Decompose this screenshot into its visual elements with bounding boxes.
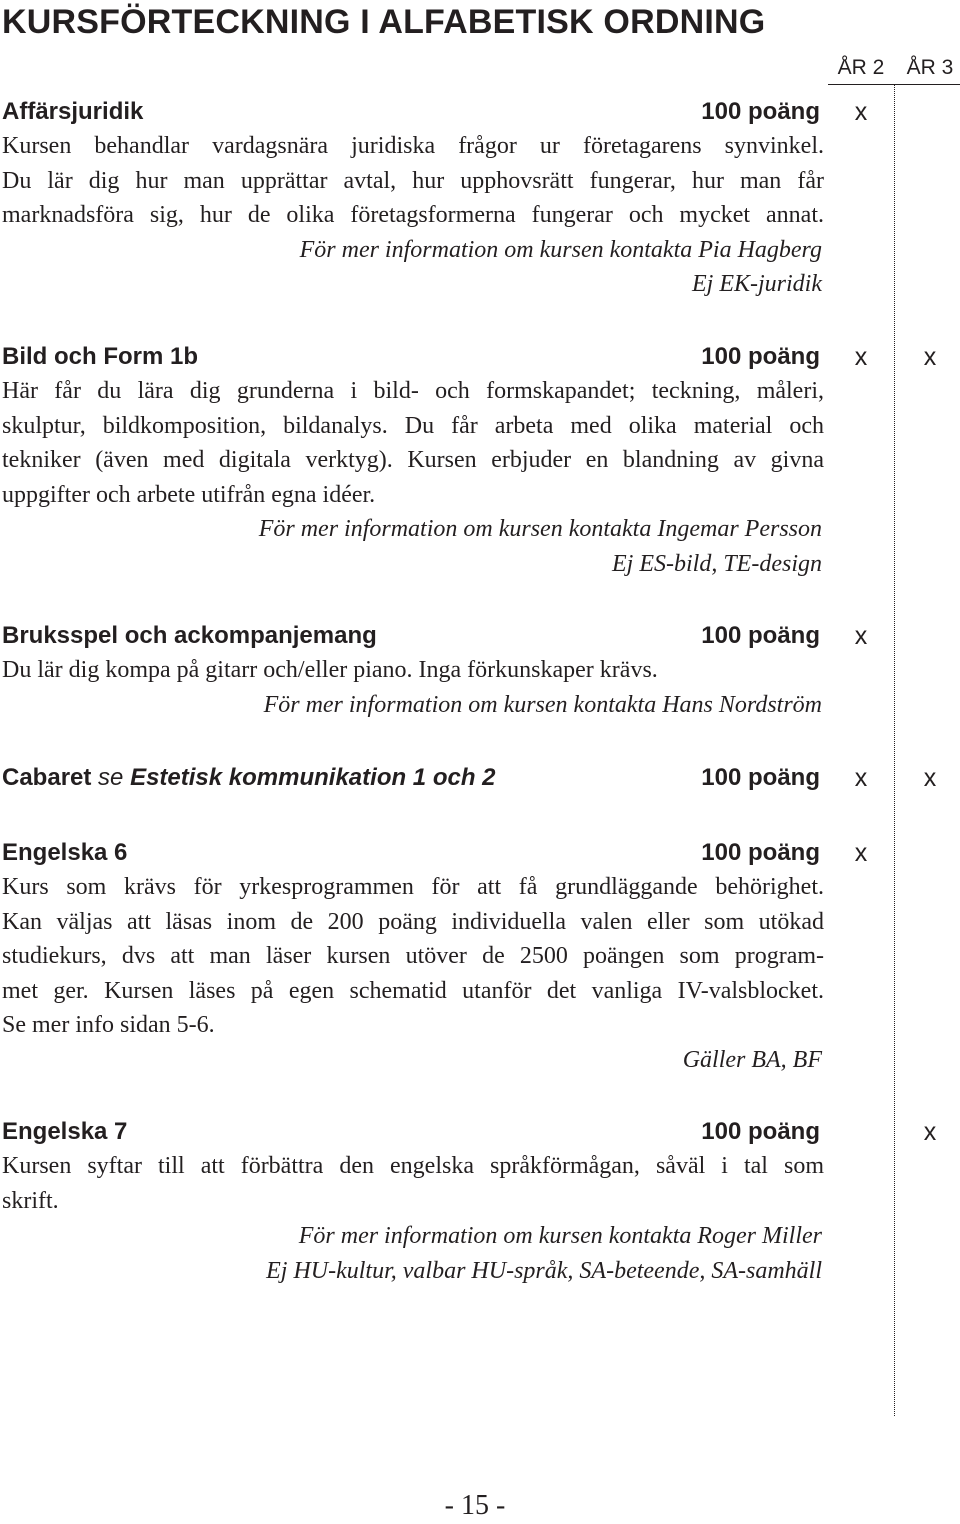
course-title: [2, 95, 143, 129]
description-line: Kursen syftar till att förbättra den engelska språkförmågan, såväl i tal som: [2, 1153, 824, 1179]
course-description: [0, 870, 824, 1043]
course-restriction: Gäller BA, BF: [682, 1046, 822, 1073]
course-description: [0, 374, 824, 512]
description-line: uppgifter och arbete utifrån egna idéer.: [2, 481, 376, 508]
course-cabaret: [0, 761, 960, 795]
year-3-mark: x: [923, 764, 937, 792]
course-title-text: Affärsjuridik: [2, 98, 144, 125]
course-affarsjuridik: [0, 95, 960, 302]
description-line: Kursen behandlar vardagsnära juridiska frågor ur företagarens synvinkel.: [2, 133, 824, 159]
year-2-mark: x: [854, 764, 868, 792]
course-points: 100 poäng: [701, 839, 820, 866]
description-line: Du lär dig kompa på gitarr och/eller piano. Inga förkunskaper krävs.: [2, 657, 658, 683]
course-description: [0, 653, 824, 688]
year-2-mark: x: [854, 98, 868, 126]
description-line: marknadsföra sig, hur de olika företagsformerna fungerar och mycket annat.: [2, 202, 824, 228]
course-bruksspel-och-ackompanjemang: [0, 619, 960, 722]
course-bild-och-form-1b: [0, 340, 960, 581]
course-points: 100 poäng: [701, 764, 820, 791]
description-line: met ger. Kursen läses på egen schematid utanför det vanliga IV-valsblocket.: [2, 977, 824, 1004]
course-title: [2, 340, 198, 374]
course-engelska-7: [0, 1115, 960, 1288]
description-line: Kurs som krävs för yrkesprogrammen för att få grundläggande behörighet.: [2, 874, 824, 900]
course-title-main: Cabaret: [2, 764, 99, 791]
course-title: [2, 836, 127, 870]
course-description: [0, 1149, 824, 1218]
year-2-header: ÅR 2: [837, 56, 885, 79]
description-line: Se mer info sidan 5-6.: [2, 1012, 215, 1038]
description-line: skulptur, bildkomposition, bildanalys. Du får arbeta med olika material och: [2, 412, 824, 439]
course-points: 100 poäng: [701, 98, 820, 125]
year-3-mark: x: [923, 1118, 937, 1146]
year-2-mark: x: [854, 343, 868, 371]
course-points: 100 poäng: [701, 1118, 820, 1145]
course-engelska-6: [0, 836, 960, 1077]
year-3-header: ÅR 3: [906, 56, 954, 79]
description-line: Här får du lära dig grunderna i bild- och formskapandet; teckning, måleri,: [2, 378, 824, 404]
course-title: [2, 1115, 127, 1149]
course-title: [2, 619, 377, 653]
course-restriction: Ej EK-juridik: [692, 271, 822, 297]
year-2-mark: x: [854, 622, 868, 650]
course-title-text: Bild och Form 1b: [2, 343, 199, 370]
description-line: skrift.: [2, 1187, 59, 1214]
course-restriction: Ej HU-kultur, valbar HU-språk, SA-beteende, SA-samhäll: [266, 1257, 822, 1284]
page-number: - 15 -: [444, 1490, 506, 1521]
course-contact: För mer information om kursen kontakta Ingemar Persson: [258, 516, 822, 542]
course-heading-row: [0, 619, 960, 653]
course-title-reference: Estetisk kommunikation 1 och 2: [130, 764, 496, 791]
description-line: Du lär dig hur man upprättar avtal, hur upphovsrätt fungerar, hur man får: [2, 167, 824, 194]
course-contact: För mer information om kursen kontakta Roger Miller: [298, 1223, 822, 1249]
year-3-mark: x: [923, 343, 937, 371]
course-heading-row: [0, 340, 960, 374]
course-title-text: Engelska 7: [2, 1118, 128, 1145]
description-line: tekniker (även med digitala verktyg). Kursen erbjuder en blandning av givna: [2, 447, 824, 473]
page-title: KURSFÖRTECKNING I ALFABETISK ORDNING: [2, 3, 766, 41]
course-points: 100 poäng: [701, 622, 820, 649]
course-title-text: Bruksspel och ackompanjemang: [2, 622, 377, 649]
description-line: Kan väljas att läsas inom de 200 poäng individuella valen eller som utökad: [2, 908, 824, 935]
course-title-see: se: [98, 764, 131, 791]
course-contact: För mer information om kursen kontakta Pia Hagberg: [299, 236, 822, 263]
year-2-mark: x: [854, 839, 868, 867]
course-heading-row: [0, 95, 960, 129]
course-contact: För mer information om kursen kontakta Hans Nordström: [263, 691, 822, 718]
description-line: studiekurs, dvs att man läser kursen utöver de 2500 poängen som program-: [2, 943, 824, 969]
course-title-text: Engelska 6: [2, 839, 128, 866]
course-heading-row: [0, 836, 960, 870]
course-description: [0, 129, 824, 233]
course-points: 100 poäng: [701, 343, 820, 370]
course-heading-row: [0, 761, 960, 795]
course-restriction: Ej ES-bild, TE-design: [612, 550, 822, 577]
course-title: [2, 761, 496, 795]
course-heading-row: [0, 1115, 960, 1149]
